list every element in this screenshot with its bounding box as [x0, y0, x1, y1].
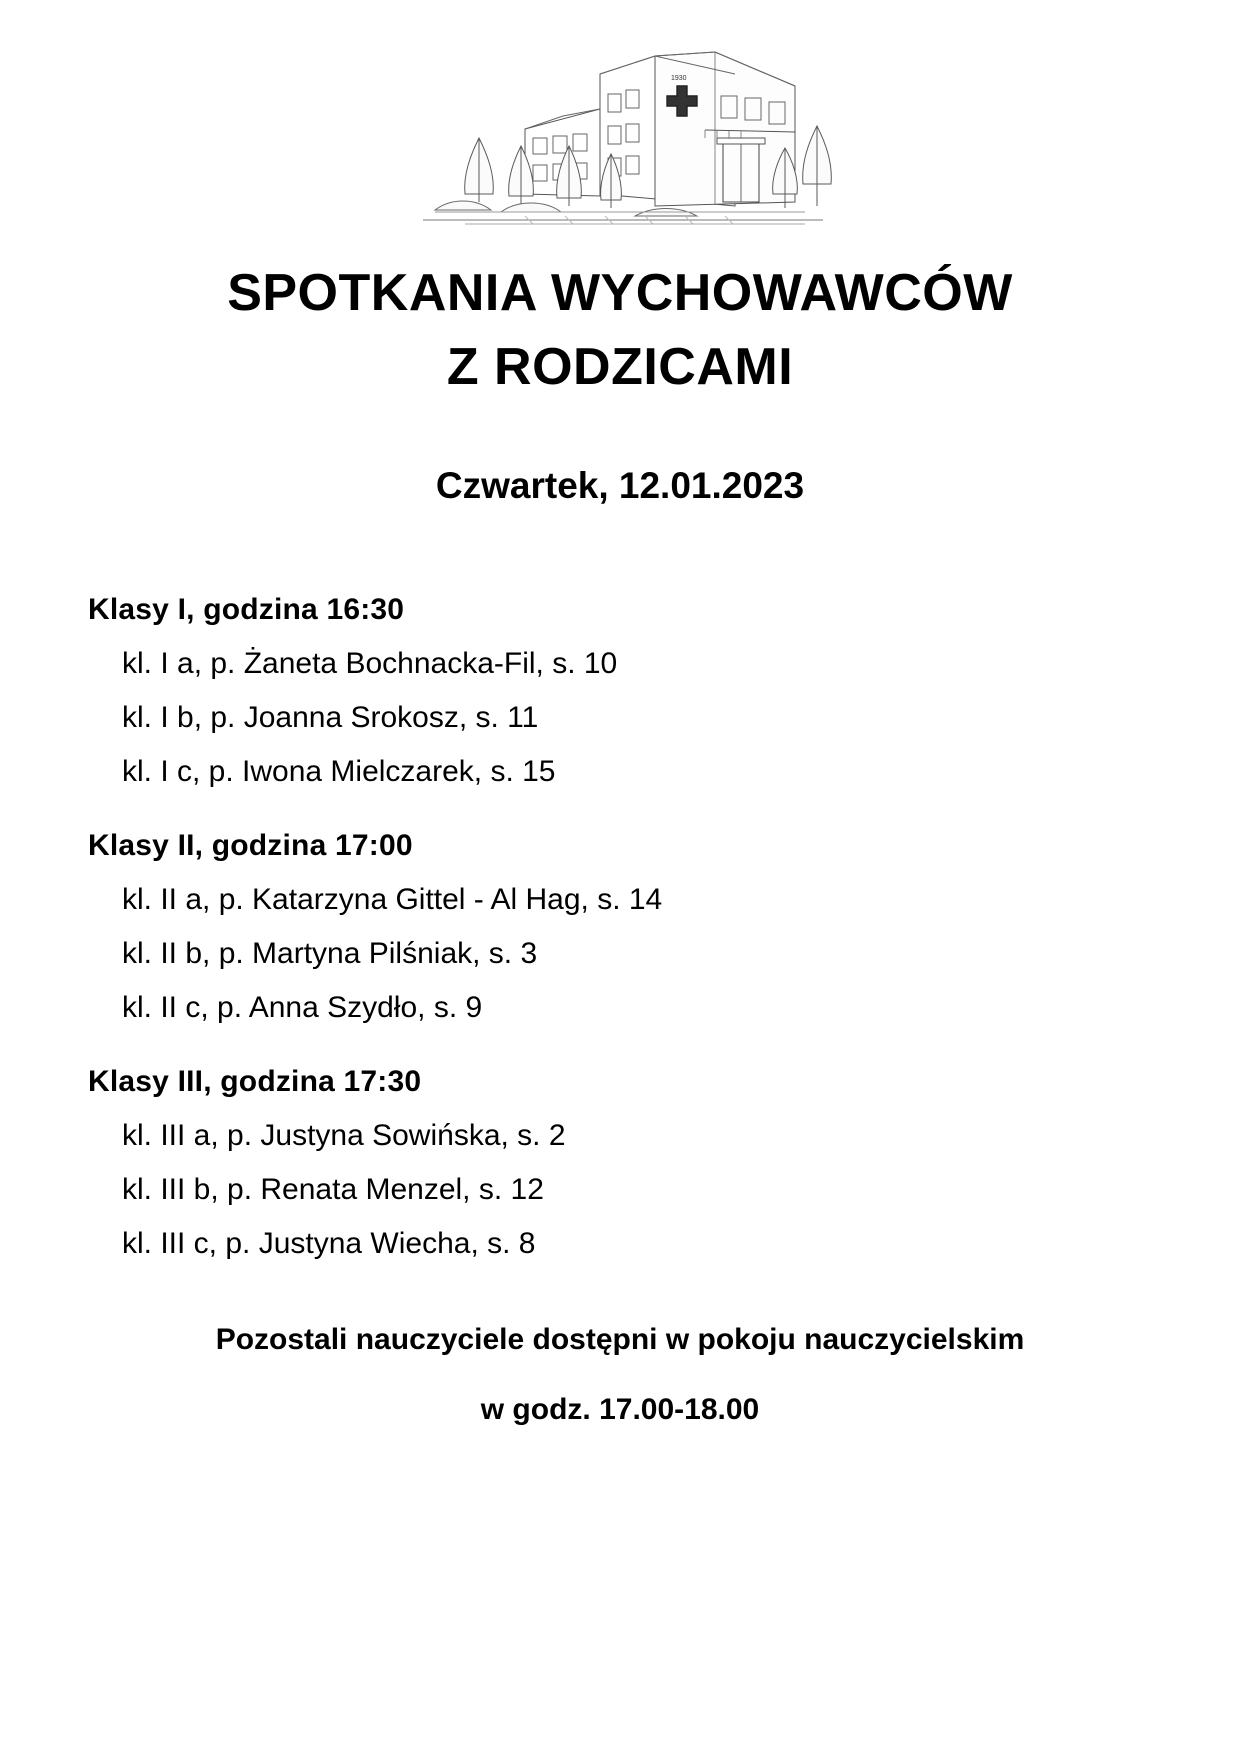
page-title-line-2: Z RODZICAMI — [446, 337, 794, 396]
list-item: kl. III b, p. Renata Menzel, s. 12 — [122, 1172, 544, 1206]
list-item: kl. II b, p. Martyna Pilśniak, s. 3 — [122, 936, 538, 970]
page-subtitle-date: Czwartek, 12.01.2023 — [435, 464, 805, 506]
schedule-group — [88, 593, 1180, 799]
footer-note-line-1: Pozostali nauczyciele dostępni w pokoju nauczycielskim — [215, 1322, 1025, 1356]
svg-text:1930: 1930 — [671, 75, 687, 82]
list-item: kl. I b, p. Joanna Srokosz, s. 11 — [122, 700, 539, 734]
list-item: kl. III a, p. Justyna Sowińska, s. 2 — [122, 1118, 566, 1152]
schedule-group — [88, 829, 1180, 1035]
schedule-group-heading: Klasy II, godzina 17:00 — [88, 828, 413, 862]
schedule-group-items — [88, 1109, 1180, 1271]
footer-note — [0, 1323, 1240, 1427]
list-item: kl. II a, p. Katarzyna Gittel - Al Hag, s. 14 — [122, 882, 663, 916]
page-title — [0, 257, 1240, 405]
footer-note-line-2: w godz. 17.00-18.00 — [480, 1392, 760, 1426]
header-illustration-container — [0, 0, 1240, 229]
list-item: kl. III c, p. Justyna Wiecha, s. 8 — [122, 1226, 536, 1260]
page-title-line-1: SPOTKANIA WYCHOWAWCÓW — [227, 264, 1013, 322]
list-item: kl. I a, p. Żaneta Bochnacka-Fil, s. 10 — [122, 646, 618, 680]
schedule-group-heading: Klasy I, godzina 16:30 — [88, 592, 405, 626]
school-building-illustration — [405, 34, 835, 229]
list-item: kl. II c, p. Anna Szydło, s. 9 — [122, 990, 483, 1024]
schedule-list — [0, 593, 1240, 1271]
schedule-group-heading: Klasy III, godzina 17:30 — [88, 1064, 422, 1098]
schedule-group-items — [88, 637, 1180, 799]
schedule-group — [88, 1065, 1180, 1271]
schedule-group-items — [88, 873, 1180, 1035]
list-item: kl. I c, p. Iwona Mielczarek, s. 15 — [122, 754, 556, 788]
